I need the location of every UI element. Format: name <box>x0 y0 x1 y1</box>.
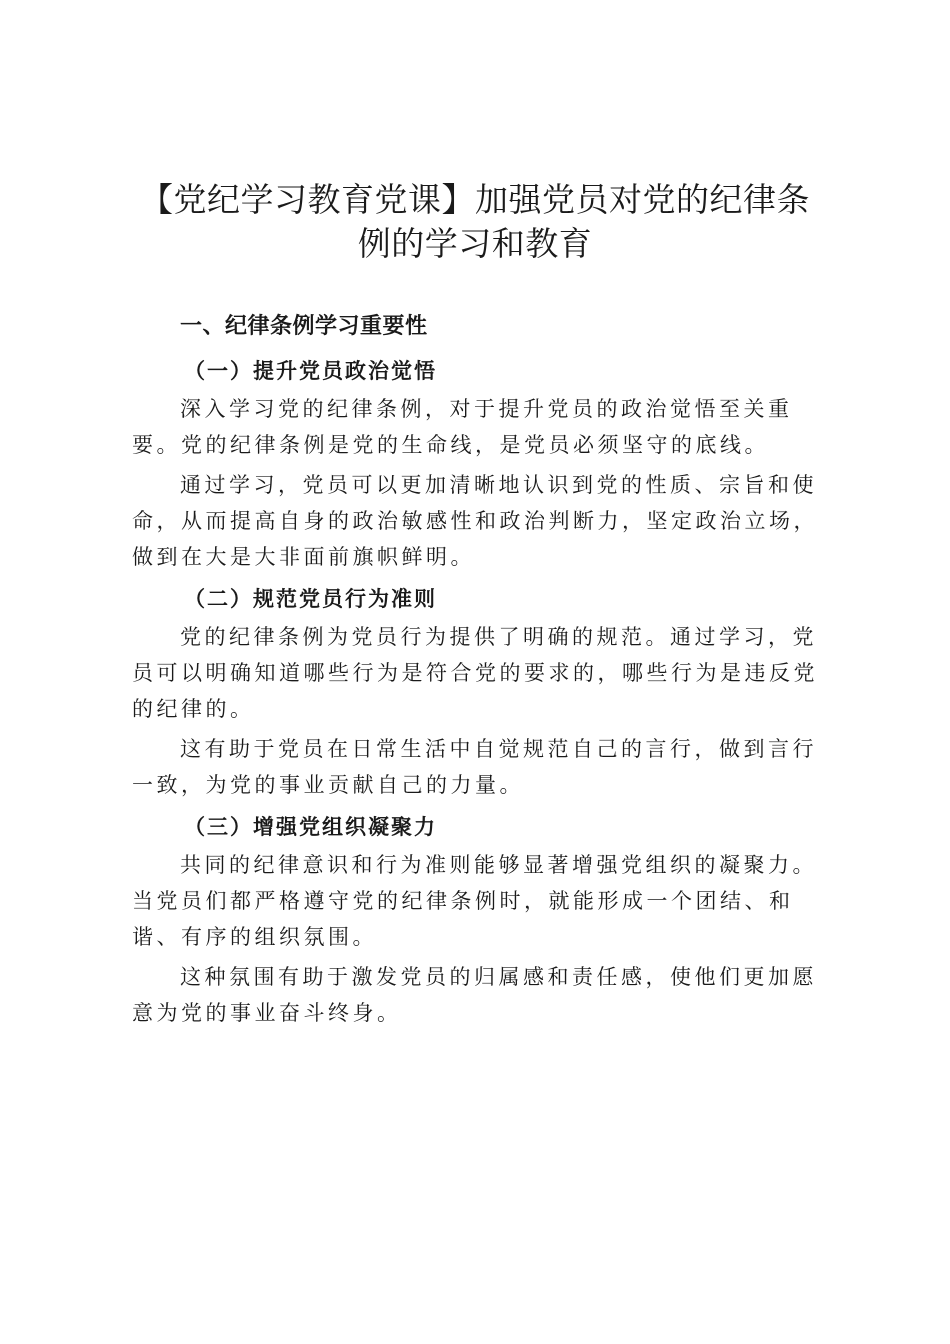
subsection-heading-3: （三）增强党组织凝聚力 <box>184 815 437 839</box>
section-heading: 一、纪律条例学习重要性 <box>180 314 428 339</box>
subsection-heading-2: （二）规范党员行为准则 <box>184 587 437 611</box>
paragraph: 这有助于党员在日常生活中自觉规范自己的言行，做到言行一致，为党的事业贡献自己的力量。 <box>132 737 817 797</box>
document-body <box>132 305 832 1035</box>
paragraph: 深入学习党的纪律条例，对于提升党员的政治觉悟至关重要。党的纪律条例是党的生命线，是党员必须坚守的底线。 <box>132 397 793 457</box>
title-line-1: 【党纪学习教育党课】加强党员对党的纪律条 <box>140 180 810 219</box>
document-title <box>100 178 850 266</box>
paragraph: 共同的纪律意识和行为准则能够显著增强党组织的凝聚力。当党员们都严格遵守党的纪律条例时，就能形成一个团结、和谐、有序的组织氛围。 <box>132 853 817 949</box>
paragraph: 党的纪律条例为党员行为提供了明确的规范。通过学习，党员可以明确知道哪些行为是符合党的要求的，哪些行为是违反党的纪律的。 <box>132 625 818 721</box>
subsection-heading-1: （一）提升党员政治觉悟 <box>184 359 437 383</box>
title-line-2: 例的学习和教育 <box>357 224 593 263</box>
paragraph: 通过学习，党员可以更加清晰地认识到党的性质、宗旨和使命，从而提高自身的政治敏感性和政治判断力，坚定政治立场，做到在大是大非面前旗帜鲜明。 <box>132 473 818 569</box>
paragraph: 这种氛围有助于激发党员的归属感和责任感，使他们更加愿意为党的事业奋斗终身。 <box>132 965 817 1025</box>
